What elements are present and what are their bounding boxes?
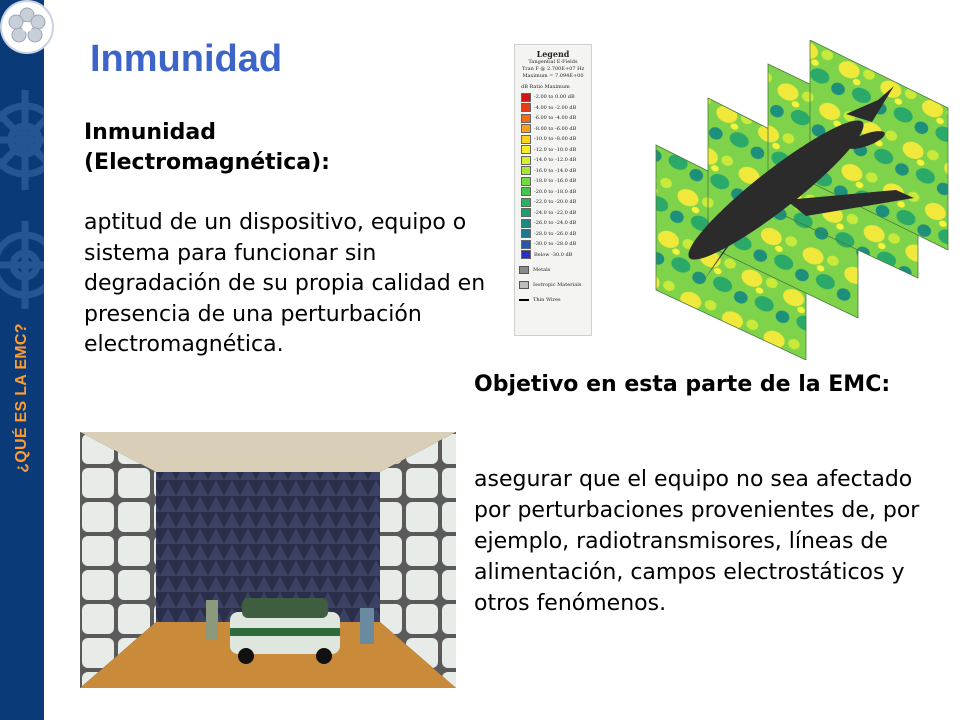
legend-range-row	[521, 166, 591, 177]
legend-range-label: -18.0 to -16.0 dB	[534, 178, 577, 185]
flower-logo-icon	[2, 2, 52, 52]
legend-range-label: Below -30.0 dB	[534, 251, 573, 258]
legend-swatch	[521, 124, 531, 133]
legend-material-swatch	[519, 266, 529, 274]
legend-swatch	[521, 166, 531, 175]
legend-swatch	[521, 156, 531, 165]
legend-material-label: Isotropic Materials	[533, 282, 582, 288]
legend-material-swatch	[519, 281, 529, 289]
legend-range-row	[521, 187, 591, 198]
anechoic-chamber-photo	[80, 432, 456, 688]
legend-range-row	[521, 218, 591, 229]
legend-swatch	[521, 114, 531, 123]
legend-range-row	[521, 176, 591, 187]
objective-heading: Objetivo en esta parte de la EMC:	[474, 372, 891, 397]
legend-maximum: Maximum = 7.094E+00	[522, 73, 584, 79]
legend-range-label: -8.00 to -6.00 dB	[534, 125, 577, 132]
legend-swatch	[521, 198, 531, 207]
slide-title: Inmunidad	[90, 38, 283, 80]
legend-material-row	[519, 294, 591, 306]
legend-range-label: -4.00 to -2.00 dB	[534, 104, 577, 111]
legend-field-type: Tangential E-Fields	[528, 59, 578, 65]
legend-materials	[515, 264, 591, 306]
legend-range-label: -10.0 to -8.00 dB	[534, 136, 577, 143]
legend-frequency: Tran F @ 2.700E+07 Hz	[521, 66, 585, 72]
legend-range-row	[521, 197, 591, 208]
legend-range-label: -20.0 to -18.0 dB	[534, 188, 577, 195]
legend-range-row	[521, 239, 591, 250]
legend-range-row	[521, 250, 591, 261]
legend-range-label: -28.0 to -26.0 dB	[534, 230, 577, 237]
legend-range-row	[521, 134, 591, 145]
legend-color-scale	[515, 92, 591, 260]
legend-range-row	[521, 208, 591, 219]
legend-swatch	[521, 219, 531, 228]
field-legend-panel	[514, 44, 592, 336]
legend-swatch	[521, 145, 531, 154]
legend-range-label: -16.0 to -14.0 dB	[534, 167, 577, 174]
institution-logo	[2, 2, 52, 52]
definition-paragraph: aptitud de un dispositivo, equipo o sistema para funcionar sin degradación de su propia calidad en presencia de una perturbación electromagnética.	[84, 210, 486, 357]
legend-range-row	[521, 145, 591, 156]
legend-swatch	[521, 187, 531, 196]
legend-range-row	[521, 155, 591, 166]
legend-range-row	[521, 124, 591, 135]
legend-range-label: -26.0 to -24.0 dB	[534, 220, 577, 227]
legend-material-label: Thin Wires	[533, 297, 561, 303]
legend-material-row	[519, 264, 591, 276]
legend-range-row	[521, 113, 591, 124]
legend-scale-title: dB Ratio Maximum	[521, 84, 570, 90]
legend-swatch	[521, 103, 531, 112]
legend-swatch	[521, 177, 531, 186]
legend-material-swatch	[519, 299, 529, 301]
legend-range-label: -22.0 to -20.0 dB	[534, 199, 577, 206]
section-vertical-label: ¿QUÉ ES LA EMC?	[13, 323, 30, 473]
legend-range-label: -14.0 to -12.0 dB	[534, 157, 577, 164]
legend-material-row	[519, 279, 591, 291]
definition-heading: Inmunidad (Electromagnética):	[84, 120, 330, 175]
legend-swatch	[521, 208, 531, 217]
legend-swatch	[521, 93, 531, 102]
legend-swatch	[521, 135, 531, 144]
legend-range-label: -30.0 to -28.0 dB	[534, 241, 577, 248]
legend-range-label: -12.0 to -10.0 dB	[534, 146, 577, 153]
legend-range-row	[521, 229, 591, 240]
legend-swatch	[521, 240, 531, 249]
legend-material-label: Metals	[533, 267, 551, 273]
legend-swatch	[521, 229, 531, 238]
legend-range-label: -2.00 to 0.00 dB	[534, 94, 575, 101]
legend-range-row	[521, 103, 591, 114]
legend-range-label: -24.0 to -22.0 dB	[534, 209, 577, 216]
field-simulation-figure	[596, 40, 956, 360]
legend-title: Legend	[536, 49, 570, 59]
legend-range-label: -6.00 to -4.00 dB	[534, 115, 577, 122]
sidebar-band	[0, 0, 44, 720]
legend-range-row	[521, 92, 591, 103]
legend-swatch	[521, 250, 531, 259]
objective-paragraph: asegurar que el equipo no sea afectado por perturbaciones provenientes de, por ejemplo, radiotransmisores, líneas de alimentación, campos electrostáticos y otros fenómenos.	[474, 467, 920, 616]
